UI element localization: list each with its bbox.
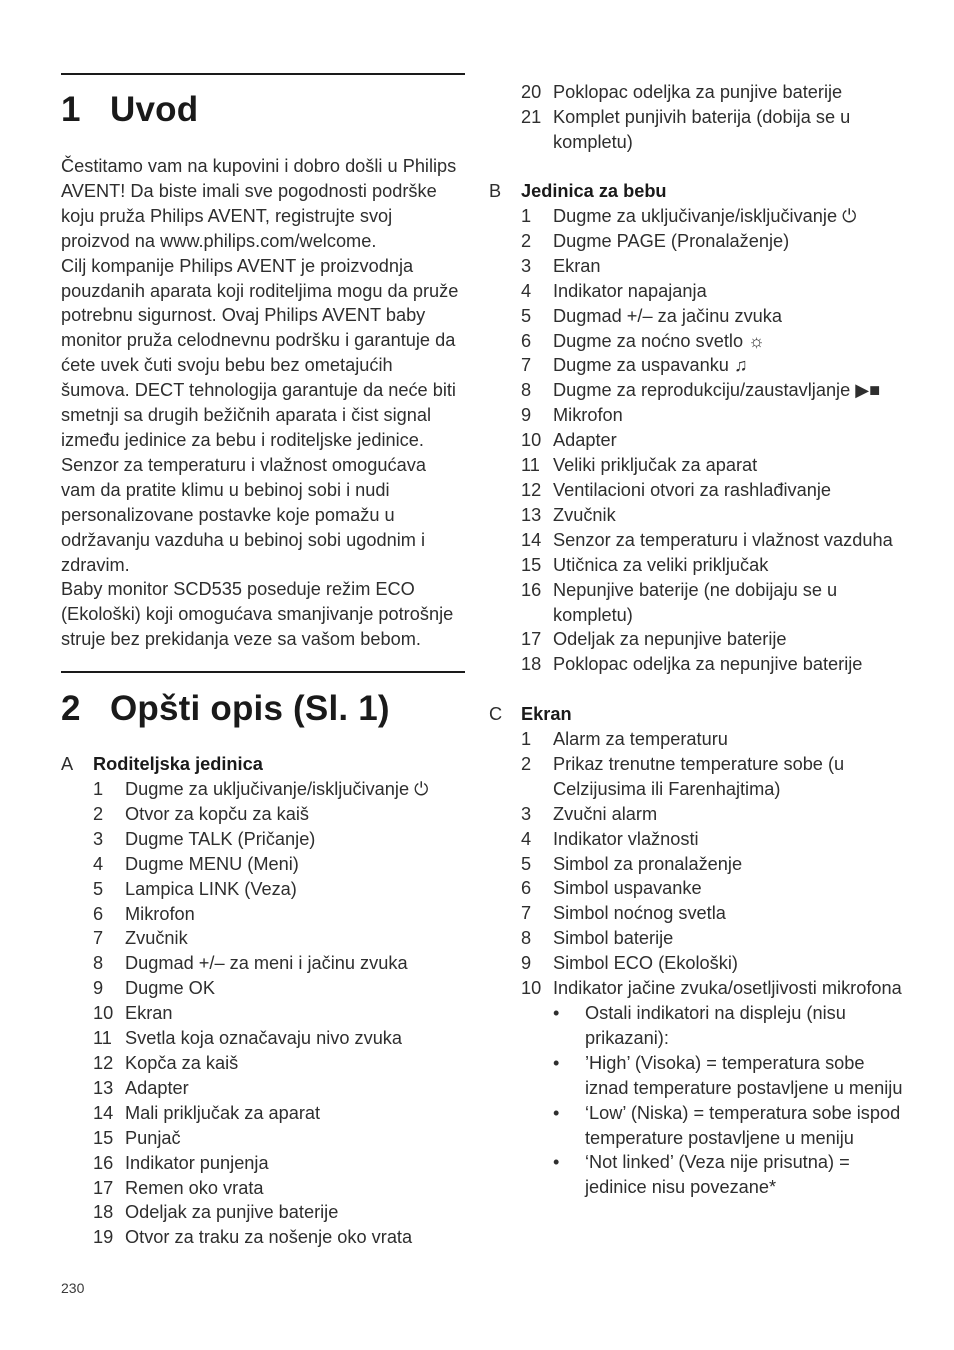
list-item — [61, 1200, 465, 1225]
item-text: Otvor za kopču za kaiš — [125, 803, 309, 824]
list-item — [489, 827, 909, 852]
item-number: 15 — [93, 1127, 114, 1148]
section-1-number: 1 — [61, 90, 81, 129]
item-number: 9 — [93, 978, 104, 999]
item-number: 2 — [93, 803, 104, 824]
list-item — [489, 304, 909, 329]
intro-text — [61, 154, 465, 652]
list-item — [61, 1126, 465, 1151]
list-item — [489, 727, 909, 752]
item-number: 10 — [521, 978, 542, 999]
item-text: Mali priključak za aparat — [125, 1102, 321, 1123]
group-a-continued — [489, 80, 909, 155]
section-1-heading — [61, 90, 198, 130]
item-text: Dugme MENU (Meni) — [125, 853, 299, 874]
list-item — [61, 827, 465, 852]
item-number: 13 — [93, 1077, 114, 1098]
list-item — [61, 951, 465, 976]
item-text: Adapter — [553, 430, 617, 451]
item-number: 3 — [93, 828, 104, 849]
item-text: Poklopac odeljka za punjive baterije — [553, 82, 843, 102]
list-item — [489, 802, 909, 827]
bullet-item — [489, 1101, 909, 1151]
item-text: Remen oko vrata — [125, 1177, 264, 1198]
item-text: Dugme za uspavanku ♫ — [553, 355, 748, 376]
item-number: 3 — [521, 255, 532, 276]
item-text: Simbol za pronalaženje — [553, 853, 743, 874]
item-number: 12 — [93, 1052, 114, 1073]
item-text: Senzor za temperaturu i vlažnost vazduha — [553, 529, 893, 550]
item-number: 16 — [93, 1152, 114, 1173]
list-item — [489, 503, 909, 528]
item-number: 5 — [521, 853, 532, 874]
list-item — [61, 852, 465, 877]
item-text: Ekran — [125, 1003, 173, 1024]
item-number: 17 — [521, 629, 542, 650]
list-item — [489, 528, 909, 553]
list-item — [489, 876, 909, 901]
item-number: 8 — [521, 928, 532, 949]
item-text: Indikator napajanja — [553, 280, 707, 301]
list-item — [489, 478, 909, 503]
group-b-heading — [489, 179, 909, 204]
item-text: Ekran — [553, 255, 601, 276]
bullet-text: ’High’ (Visoka) = temperatura sobe iznad temperature postavljene u meniju — [585, 1052, 903, 1098]
group-a-heading — [61, 752, 465, 777]
item-number: 7 — [521, 903, 532, 924]
item-number: 7 — [93, 928, 104, 949]
item-number: 9 — [521, 953, 532, 974]
group-c-bullets — [489, 1001, 909, 1200]
list-item — [61, 1051, 465, 1076]
bullet-item — [489, 1001, 909, 1051]
item-text: Odeljak za punjive baterije — [125, 1202, 339, 1223]
group-b-list — [489, 204, 909, 677]
section-1-title: Uvod — [110, 90, 199, 129]
list-item — [61, 877, 465, 902]
item-number: 16 — [521, 579, 542, 600]
list-item — [489, 80, 909, 105]
list-item — [489, 976, 909, 1001]
list-item — [61, 926, 465, 951]
group-b-letter: B — [489, 181, 502, 201]
list-item — [489, 453, 909, 478]
item-text: Lampica LINK (Veza) — [125, 878, 297, 899]
item-number: 1 — [521, 729, 532, 749]
item-number: 4 — [521, 828, 532, 849]
item-number: 12 — [521, 479, 542, 500]
item-text: Dugme TALK (Pričanje) — [125, 828, 316, 849]
group-b — [489, 179, 909, 677]
list-item — [489, 951, 909, 976]
list-item — [489, 428, 909, 453]
item-number: 8 — [93, 953, 104, 974]
item-text: Simbol noćnog svetla — [553, 903, 726, 924]
item-text: Adapter — [125, 1077, 189, 1098]
item-text: Mikrofon — [553, 405, 623, 426]
page-number: 230 — [61, 1280, 85, 1296]
section-2-heading — [61, 689, 390, 729]
bullet-text: ‘Low’ (Niska) = temperatura sobe ispod temperature postavljene u meniju — [585, 1102, 901, 1148]
item-text: Ventilacioni otvori za rashlađivanje — [553, 479, 832, 500]
group-a-list-continued — [489, 80, 909, 155]
item-number: 15 — [521, 554, 542, 575]
item-text: Zvučnik — [125, 928, 188, 949]
list-item — [61, 1151, 465, 1176]
list-item — [489, 378, 909, 403]
item-number: 4 — [521, 280, 532, 301]
item-text: Dugme za uključivanje/isključivanje ⏻ — [553, 206, 857, 226]
item-text: Simbol ECO (Ekološki) — [553, 953, 738, 974]
group-a — [61, 752, 465, 1250]
item-text: Dugme za noćno svetlo ☼ — [553, 330, 765, 351]
list-item — [489, 254, 909, 279]
item-number: 6 — [521, 878, 532, 899]
item-text: Otvor za traku za nošenje oko vrata — [125, 1227, 413, 1248]
item-text: Alarm za temperaturu — [553, 729, 728, 749]
item-number: 9 — [521, 405, 532, 426]
group-c — [489, 702, 909, 1200]
list-item — [489, 353, 909, 378]
item-text: Indikator punjenja — [125, 1152, 269, 1173]
item-text: Zvučni alarm — [553, 803, 658, 824]
item-number: 18 — [93, 1202, 114, 1223]
list-item — [61, 1101, 465, 1126]
item-number: 10 — [521, 430, 542, 451]
item-text: Odeljak za nepunjive baterije — [553, 629, 787, 650]
item-text: Nepunjive baterije (ne dobijaju se u kompletu) — [553, 579, 838, 625]
item-number: 5 — [521, 305, 532, 326]
item-text: Simbol uspavanke — [553, 878, 702, 899]
list-item — [489, 329, 909, 354]
item-number: 2 — [521, 753, 532, 774]
item-number: 2 — [521, 230, 532, 251]
item-number: 4 — [93, 853, 104, 874]
section-2-title: Opšti opis (Sl. 1) — [110, 689, 390, 728]
item-text: Zvučnik — [553, 504, 616, 525]
item-number: 17 — [93, 1177, 114, 1198]
group-c-letter: C — [489, 704, 503, 724]
item-text: Dugme za reprodukciju/zaustavljanje ▶■ — [553, 380, 881, 401]
bullet-item — [489, 1150, 909, 1200]
bullet-item — [489, 1051, 909, 1101]
bullet-mark: • — [553, 1052, 560, 1073]
list-item — [61, 1225, 465, 1250]
item-number: 10 — [93, 1003, 114, 1024]
item-text: Kopča za kaiš — [125, 1052, 239, 1073]
list-item — [489, 204, 909, 229]
item-text: Mikrofon — [125, 903, 195, 924]
list-item — [489, 279, 909, 304]
item-text: Utičnica za veliki priključak — [553, 554, 769, 575]
intro-paragraph: Baby monitor SCD535 poseduje režim ECO (Ekološki) koji omogućava smanjivanje potrošnje struje bez prekidanja veze sa vašom bebom. — [61, 579, 454, 650]
intro-paragraph: Čestitamo vam na kupovini i dobro došli u Philips AVENT! Da biste imali sve pogodnosti podrške koju pruža Philips AVENT, registrujte svoj proizvod na www.philips.com/welcome. — [61, 156, 457, 251]
list-item — [61, 777, 465, 802]
item-number: 11 — [93, 1028, 112, 1049]
item-number: 19 — [93, 1227, 114, 1248]
item-text: Indikator jačine zvuka/osetljivosti mikrofona — [553, 978, 902, 999]
list-item — [489, 627, 909, 652]
item-text: Veliki priključak za aparat — [553, 455, 758, 476]
item-number: 11 — [521, 455, 540, 476]
group-a-letter: A — [61, 754, 74, 774]
item-number: 21 — [521, 106, 542, 127]
item-text: Dugmad +/– za jačinu zvuka — [553, 305, 782, 326]
item-text: Dugme PAGE (Pronalaženje) — [553, 230, 790, 251]
group-c-heading — [489, 702, 909, 727]
bullet-mark: • — [553, 1152, 560, 1173]
item-number: 3 — [521, 803, 532, 824]
list-item — [61, 1176, 465, 1201]
item-text: Komplet punjivih baterija (dobija se u kompletu) — [553, 106, 851, 152]
bullet-mark: • — [553, 1002, 560, 1023]
item-text: Poklopac odeljka za nepunjive baterije — [553, 654, 863, 675]
item-number: 1 — [93, 779, 104, 799]
list-item — [489, 752, 909, 802]
item-text: Svetla koja označavaju nivo zvuka — [125, 1028, 403, 1049]
item-text: Dugme OK — [125, 978, 215, 999]
item-number: 18 — [521, 654, 542, 675]
item-number: 8 — [521, 380, 532, 401]
list-item — [489, 229, 909, 254]
bullet-mark: • — [553, 1102, 560, 1123]
item-number: 20 — [521, 82, 542, 102]
list-item — [489, 578, 909, 628]
list-item — [489, 852, 909, 877]
section-2-rule — [61, 671, 465, 673]
item-text: Dugme za uključivanje/isključivanje ⏻ — [125, 779, 429, 799]
item-number: 1 — [521, 206, 532, 226]
group-c-title: Ekran — [521, 704, 572, 724]
list-item — [61, 976, 465, 1001]
list-item — [61, 1026, 465, 1051]
list-item — [489, 901, 909, 926]
list-item — [489, 553, 909, 578]
group-a-list — [61, 777, 465, 1250]
item-number: 6 — [521, 330, 532, 351]
list-item — [489, 105, 909, 155]
item-number: 5 — [93, 878, 104, 899]
bullet-text: Ostali indikatori na displeju (nisu prikazani): — [585, 1002, 846, 1048]
list-item — [61, 902, 465, 927]
intro-paragraph: Cilj kompanije Philips AVENT je proizvodnja pouzdanih aparata koji roditeljima mogu da pruže potrebnu sigurnost. Ovaj Philips AVENT baby monitor pruža celodnevnu podršku i garantuje da ćete uvek čuti svoju bebu bez ometajućih šumova. DECT tehnologija garantuje da neće biti smetnji sa drugih bežičnih aparata i čist signal između jedinice za bebu i roditeljske jedinice. Senzor za temperaturu i vlažnost omogućava vam da pratite klimu u bebinoj sobi i nudi personalizovane postavke koje pomažu u održavanju vazduha u bebinoj sobi ugodnim i zdravim. — [61, 255, 459, 575]
item-number: 14 — [521, 529, 542, 550]
list-item — [489, 403, 909, 428]
group-a-title: Roditeljska jedinica — [93, 754, 263, 774]
list-item — [489, 652, 909, 677]
bullet-text: ‘Not linked’ (Veza nije prisutna) = jedinice nisu povezane* — [585, 1152, 850, 1198]
item-text: Indikator vlažnosti — [553, 828, 699, 849]
list-item — [61, 802, 465, 827]
section-2-number: 2 — [61, 689, 81, 728]
item-number: 14 — [93, 1102, 114, 1123]
list-item — [61, 1001, 465, 1026]
item-text: Dugmad +/– za meni i jačinu zvuka — [125, 953, 408, 974]
section-1-rule — [61, 73, 465, 75]
list-item — [489, 926, 909, 951]
item-number: 13 — [521, 504, 542, 525]
item-number: 7 — [521, 355, 532, 376]
group-b-title: Jedinica za bebu — [521, 181, 667, 201]
item-text: Prikaz trenutne temperature sobe (u Celzijusima ili Farenhajtima) — [553, 753, 845, 799]
item-text: Punjač — [125, 1127, 181, 1148]
item-number: 6 — [93, 903, 104, 924]
list-item — [61, 1076, 465, 1101]
group-c-list — [489, 727, 909, 1001]
item-text: Simbol baterije — [553, 928, 674, 949]
